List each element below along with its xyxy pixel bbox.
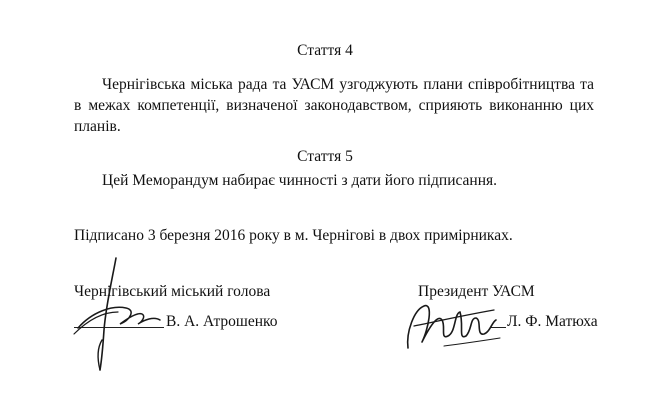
signed-statement: Підписано 3 березня 2016 року в м. Чернігові в двох примірниках.: [74, 227, 513, 244]
left-handwritten-signature: [72, 250, 162, 380]
right-handwritten-signature: [404, 296, 504, 356]
right-signatory-title: Президент УАСМ: [418, 283, 535, 300]
right-signatory-name: Л. Ф. Матюха: [507, 313, 598, 330]
article-5-text: Цей Меморандум набирає чинності з дати його підписання.: [102, 172, 498, 189]
article-4-text: Чернігівська міська рада та УАСМ узгоджують плани співробітництва та в межах компетенції, визначеної законодавством, сприяють виконанню цих планів.: [74, 76, 594, 135]
article-4-heading: Стаття 4: [297, 42, 353, 59]
article-5-heading: Стаття 5: [297, 148, 353, 165]
left-signatory-title: Чернігівський міський голова: [74, 283, 271, 300]
left-signatory-name: В. А. Атрошенко: [166, 313, 278, 330]
